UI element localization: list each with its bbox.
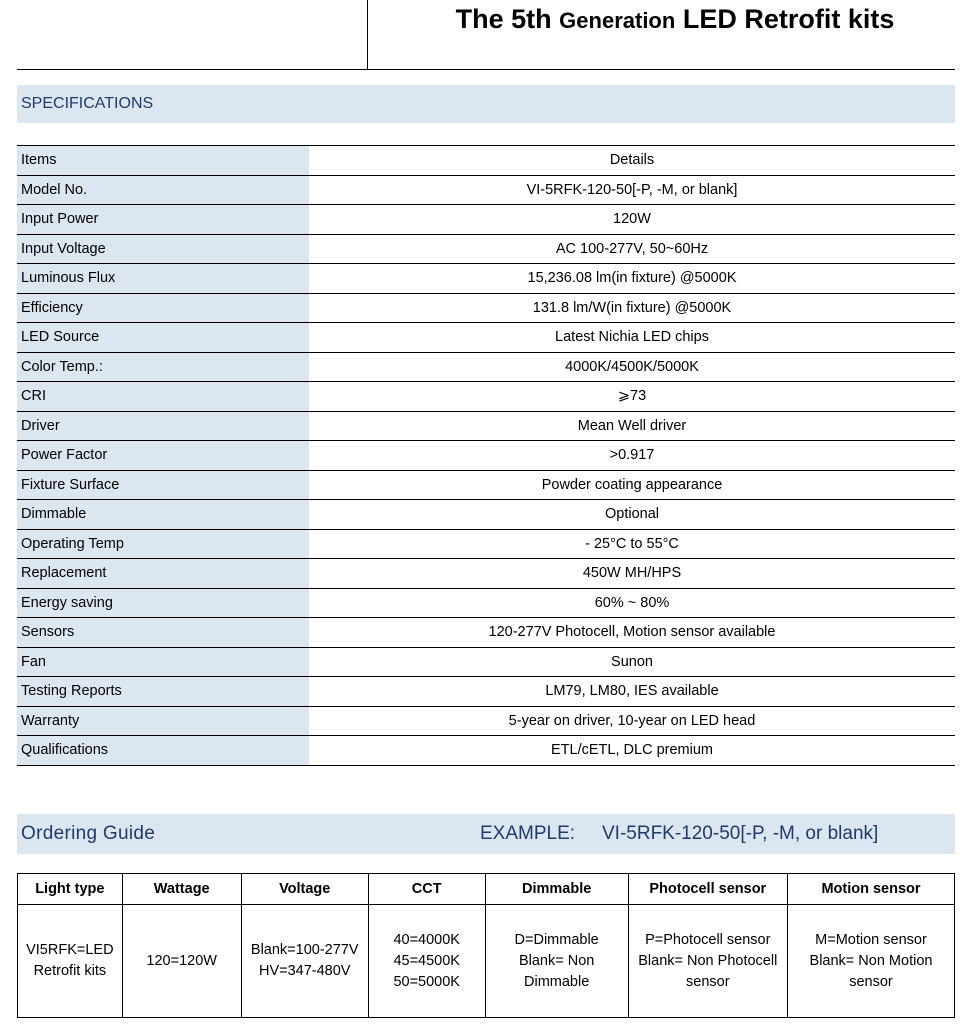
ordering-option-line: P=Photocell sensor (645, 931, 771, 948)
spec-item-value: LM79, LM80, IES available (309, 677, 955, 707)
ordering-option-line: Blank= Non (518, 952, 595, 969)
ordering-option-line: M=Motion sensor (815, 931, 927, 948)
spec-item-value: Latest Nichia LED chips (309, 323, 955, 353)
spec-item-label: CRI (17, 382, 309, 412)
spec-item-label: Fixture Surface (17, 470, 309, 500)
spec-item-label: Replacement (17, 559, 309, 589)
spec-item-label: Qualifications (17, 736, 309, 766)
ordering-option-line: sensor (686, 973, 730, 990)
ordering-column-header: Light type (18, 874, 123, 905)
spec-item-label: Energy saving (17, 588, 309, 618)
ordering-option-line: D=Dimmable (514, 931, 599, 948)
ordering-option-line: sensor (849, 973, 893, 990)
spec-item-value: 120-277V Photocell, Motion sensor available (309, 618, 955, 648)
ordering-header-row (18, 874, 955, 905)
spec-item-value: - 25°C to 55°C (309, 529, 955, 559)
spec-item-label: Input Power (17, 205, 309, 235)
title-part-3: LED Retrofit kits (682, 4, 895, 34)
ordering-option-cell (122, 905, 241, 1018)
ordering-column-header: Motion sensor (787, 874, 954, 905)
ordering-option-cell (787, 905, 954, 1018)
spec-item-label: Efficiency (17, 293, 309, 323)
spec-row (17, 382, 955, 412)
header-divider-horizontal (17, 69, 955, 70)
spec-row (17, 323, 955, 353)
spec-row (17, 175, 955, 205)
spec-item-label: LED Source (17, 323, 309, 353)
example-model-number: VI-5RFK-120-50[-P, -M, or blank] (602, 823, 879, 844)
ordering-column-header: Voltage (241, 874, 368, 905)
ordering-option-cell (18, 905, 123, 1018)
spec-row (17, 470, 955, 500)
spec-item-value: VI-5RFK-120-50[-P, -M, or blank] (309, 175, 955, 205)
specifications-heading-band (17, 85, 955, 123)
spec-row (17, 234, 955, 264)
header-divider-vertical (367, 0, 368, 69)
ordering-option-line: Blank=100-277V (250, 942, 359, 958)
spec-item-value: >0.917 (309, 441, 955, 471)
spec-item-value: Sunon (309, 647, 955, 677)
spec-item-label: Input Voltage (17, 234, 309, 264)
ordering-option-line: 45=4500K (393, 952, 460, 969)
spec-item-label: Dimmable (17, 500, 309, 530)
spec-row (17, 588, 955, 618)
example-label: EXAMPLE: (480, 823, 576, 844)
specifications-heading: SPECIFICATIONS (21, 95, 154, 112)
ordering-option-line: HV=347-480V (258, 963, 351, 979)
ordering-option-line: 120=120W (146, 952, 217, 969)
spec-row (17, 500, 955, 530)
spec-row (17, 264, 955, 294)
spec-item-value: 15,236.08 lm(in fixture) @5000K (309, 264, 955, 294)
spec-item-label: Testing Reports (17, 677, 309, 707)
spec-item-value: 450W MH/HPS (309, 559, 955, 589)
spec-item-label: Items (17, 146, 309, 176)
spec-item-value: Optional (309, 500, 955, 530)
ordering-guide-table (17, 873, 955, 1018)
spec-row (17, 352, 955, 382)
spec-item-label: Warranty (17, 706, 309, 736)
spec-item-value: AC 100-277V, 50~60Hz (309, 234, 955, 264)
spec-item-value: 120W (309, 205, 955, 235)
ordering-option-cell (628, 905, 787, 1018)
spec-item-label: Luminous Flux (17, 264, 309, 294)
spec-row (17, 647, 955, 677)
spec-item-value: 60% ~ 80% (309, 588, 955, 618)
spec-row (17, 529, 955, 559)
ordering-column-header: CCT (368, 874, 485, 905)
ordering-value-row (18, 905, 955, 1018)
spec-item-label: Color Temp.: (17, 352, 309, 382)
spec-row (17, 559, 955, 589)
spec-row (17, 677, 955, 707)
spec-item-value: ETL/cETL, DLC premium (309, 736, 955, 766)
specifications-table (17, 145, 955, 766)
ordering-option-line: VI5RFK=LED (26, 942, 114, 958)
spec-item-value: 131.8 lm/W(in fixture) @5000K (309, 293, 955, 323)
ordering-column-header: Photocell sensor (628, 874, 787, 905)
spec-item-value: Powder coating appearance (309, 470, 955, 500)
ordering-option-cell (485, 905, 628, 1018)
spec-row (17, 441, 955, 471)
specifications-table-body (17, 146, 955, 766)
ordering-option-line: Dimmable (524, 973, 590, 990)
ordering-option-cell (368, 905, 485, 1018)
spec-item-value: 4000K/4500K/5000K (309, 352, 955, 382)
ordering-guide-title: Ordering Guide (21, 823, 156, 844)
ordering-option-cell (241, 905, 368, 1018)
spec-row (17, 736, 955, 766)
spec-item-label: Operating Temp (17, 529, 309, 559)
spec-item-value: 5-year on driver, 10-year on LED head (309, 706, 955, 736)
spec-item-label: Sensors (17, 618, 309, 648)
title-part-2: Generation (559, 8, 676, 33)
title-part-1: The 5th (455, 4, 552, 34)
spec-item-label: Model No. (17, 175, 309, 205)
ordering-option-line: 50=5000K (393, 973, 460, 990)
spec-row (17, 411, 955, 441)
ordering-option-line: Blank= Non Motion (809, 952, 933, 969)
ordering-guide-band (17, 814, 955, 854)
spec-item-value: ⩾73 (309, 382, 955, 412)
spec-item-label: Driver (17, 411, 309, 441)
ordering-option-line: Blank= Non Photocell (638, 952, 778, 969)
spec-row (17, 706, 955, 736)
spec-row (17, 293, 955, 323)
spec-item-label: Power Factor (17, 441, 309, 471)
ordering-column-header: Wattage (122, 874, 241, 905)
spec-row (17, 618, 955, 648)
spec-row (17, 146, 955, 176)
ordering-column-header: Dimmable (485, 874, 628, 905)
ordering-option-line: 40=4000K (393, 931, 460, 948)
spec-row (17, 205, 955, 235)
spec-item-label: Fan (17, 647, 309, 677)
spec-item-value: Mean Well driver (309, 411, 955, 441)
document-title (370, 4, 980, 35)
spec-item-value: Details (309, 146, 955, 176)
ordering-option-line: Retrofit kits (33, 963, 107, 979)
